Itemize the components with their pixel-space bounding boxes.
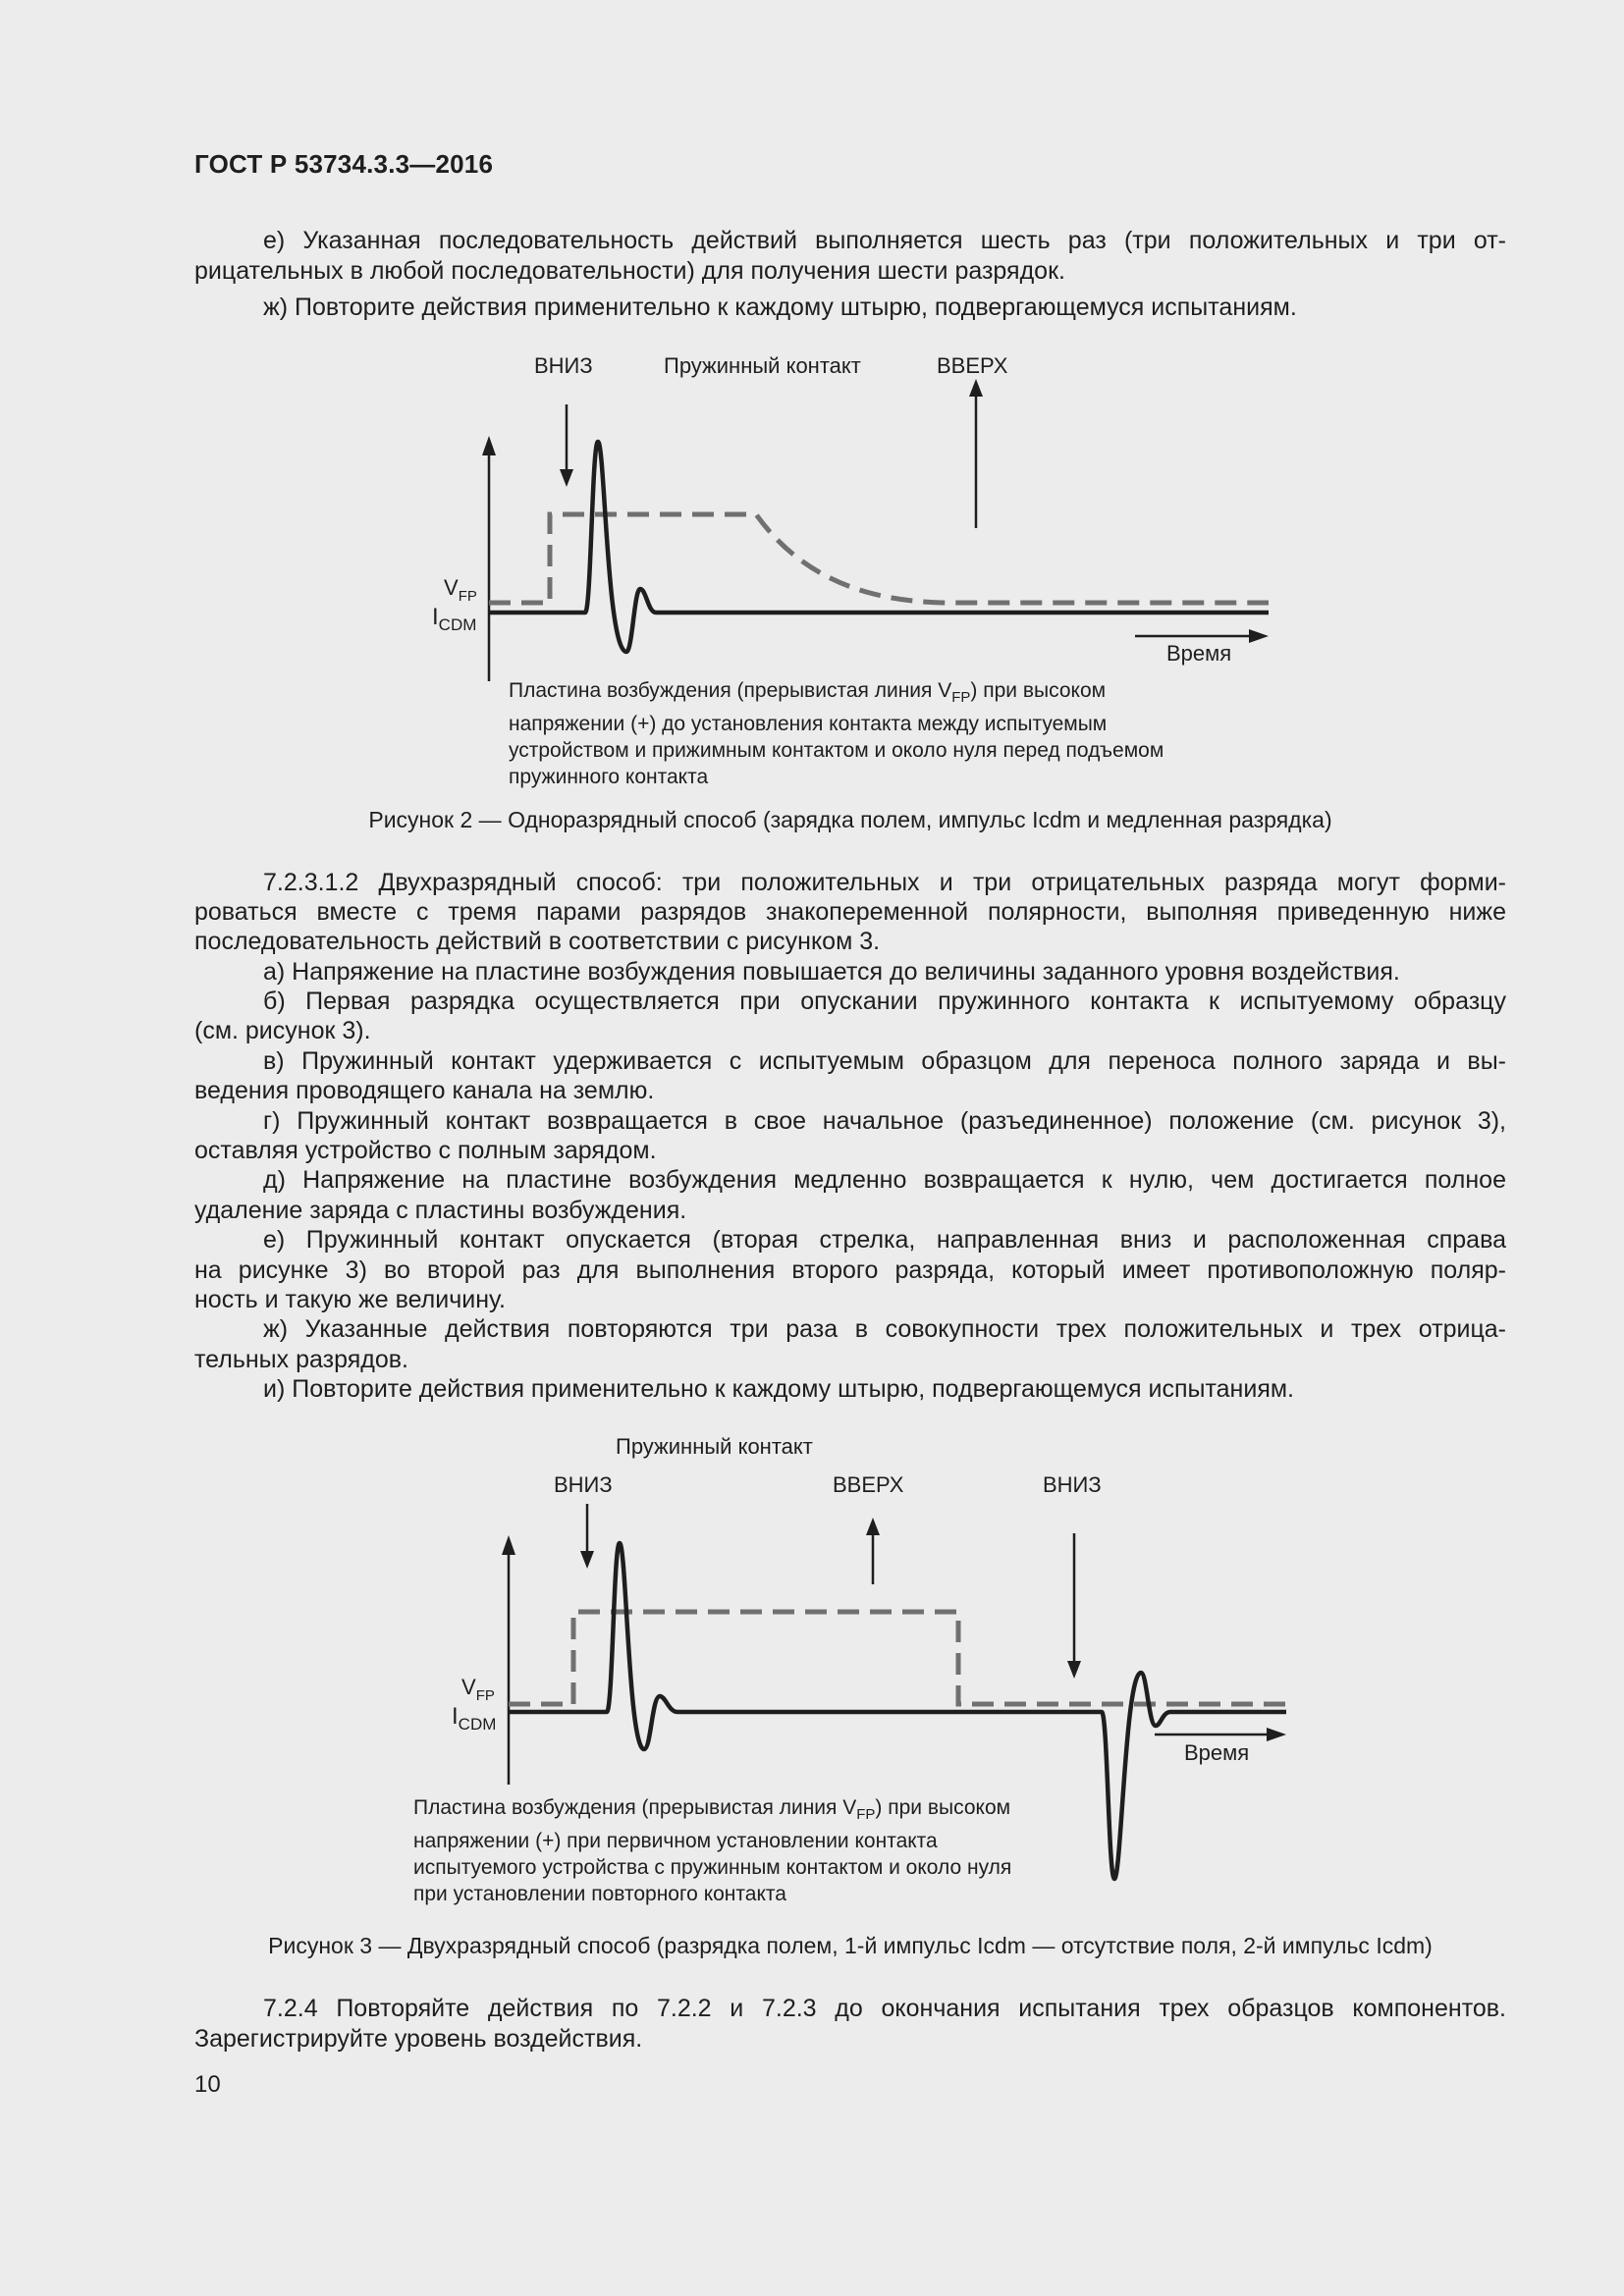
fig2-note-line4: пружинного контакта (509, 766, 709, 789)
fig2-label-spring: Пружинный контакт (664, 353, 861, 378)
section-item-g-line2: оставляя устройство с полным зарядом. (194, 1137, 657, 1164)
intro-item-e-line1: е) Указанная последовательность действий выполняется шесть раз (три положительных и три от- (263, 227, 1506, 254)
fig2-label-vfp: $V_{FP}$ (444, 575, 477, 605)
fig2-label-time: Время (1166, 641, 1232, 666)
fig3-down-arrowhead-1 (580, 1551, 594, 1569)
fig2-up-arrowhead (969, 379, 983, 397)
section-p1-line2: роваться вместе с тремя парами разрядов знакопеременной полярности, выполняя приведенную ниже (194, 898, 1506, 926)
section-item-d-line2: удаление заряда с пластины возбуждения. (194, 1197, 687, 1224)
section-item-zh-line2: тельных разрядов. (194, 1346, 408, 1373)
figure-2-caption: Рисунок 2 — Одноразрядный способ (зарядка полем, импульс Icdm и медленная разрядка) (368, 807, 1332, 832)
fig3-time-arrowhead (1267, 1728, 1286, 1741)
section-item-a: а) Напряжение на пластине возбуждения повышается до величины заданного уровня воздействия. (263, 958, 1400, 986)
fig2-note-line2: напряжении (+) до установления контакта между испытуемым (509, 713, 1108, 736)
intro-item-e-line2: рицательных в любой последовательности) для получения шести разрядок. (194, 257, 1065, 285)
section-item-g-line1: г) Пружинный контакт возвращается в свое начальное (разъединенное) положение (см. рисунок 3), (263, 1107, 1506, 1135)
final-line2: Зарегистрируйте уровень воздействия. (194, 2025, 643, 2053)
fig3-label-vfp: $V_{FP}$ (461, 1675, 495, 1704)
section-item-v-line2: ведения проводящего канала на землю. (194, 1077, 655, 1104)
section-item-e-line1: е) Пружинный контакт опускается (вторая стрелка, направленная вниз и расположенная справа (263, 1226, 1506, 1254)
figure-3-caption: Рисунок 3 — Двухразрядный способ (разрядка полем, 1-й импульс Icdm — отсутствие поля, 2-й импульс Icdm) (268, 1933, 1433, 1958)
fig3-y-axis-arrowhead (502, 1535, 515, 1555)
section-item-b-line2: (см. рисунок 3). (194, 1017, 371, 1044)
section-p1-line1: 7.2.3.1.2 Двухразрядный способ: три положительных и три отрицательных разряда могут форми- (263, 869, 1506, 896)
fig2-label-down: ВНИЗ (534, 353, 593, 378)
section-item-zh-line1: ж) Указанные действия повторяются три раза в совокупности трех положительных и трех отрица- (263, 1315, 1506, 1343)
fig3-note-line2: напряжении (+) при первичном установлении контакта (413, 1830, 938, 1853)
fig2-label-up: ВВЕРХ (937, 353, 1008, 378)
section-item-e-line2: на рисунке 3) во второй раз для выполнения второго разряда, который имеет противоположную поляр- (194, 1256, 1506, 1284)
fig2-note-line3: устройством и прижимным контактом и около нуля перед подъемом (509, 739, 1164, 763)
fig3-note (413, 1794, 1011, 1907)
fig3-label-down1: ВНИЗ (554, 1472, 613, 1497)
section-item-v-line1: в) Пружинный контакт удерживается с испытуемым образцом для переноса полного заряда и вы- (263, 1047, 1506, 1075)
page-number: 10 (194, 2071, 221, 2098)
fig2-note-line1: Пластина возбуждения (прерывистая линия $V_{FP}$) при высоком (509, 679, 1107, 707)
fig2-note (509, 677, 1164, 790)
fig3-label-icdm: $I_{CDM}$ (452, 1703, 497, 1734)
section-item-i: и) Повторите действия применительно к каждому штырю, подвергающемуся испытаниям. (263, 1375, 1294, 1403)
fig3-label-up: ВВЕРХ (833, 1472, 904, 1497)
fig3-note-line3: испытуемого устройства с пружинным контактом и около нуля (413, 1856, 1012, 1880)
fig2-icdm-pulse-line (489, 442, 1269, 652)
fig2-label-icdm: $I_{CDM}$ (432, 604, 477, 634)
fig3-label-spring: Пружинный контакт (616, 1434, 813, 1459)
section-item-d-line1: д) Напряжение на пластине возбуждения медленно возвращается к нулю, чем достигается полное (263, 1166, 1506, 1194)
fig2-down-arrowhead (560, 469, 573, 487)
fig2-time-arrowhead (1249, 629, 1269, 643)
fig3-label-time: Время (1184, 1740, 1250, 1765)
fig3-label-down2: ВНИЗ (1043, 1472, 1102, 1497)
intro-item-zh: ж) Повторите действия применительно к каждому штырю, подвергающемуся испытаниям. (263, 294, 1297, 321)
final-line1: 7.2.4 Повторяйте действия по 7.2.2 и 7.2.3 до окончания испытания трех образцов компонентов. (263, 1995, 1506, 2022)
document-header: ГОСТ Р 53734.3.3—2016 (194, 149, 494, 179)
fig3-note-line4: при установлении повторного контакта (413, 1883, 786, 1906)
section-p1-line3: последовательность действий в соответствии с рисунком 3. (194, 928, 881, 955)
fig3-note-line1: Пластина возбуждения (прерывистая линия $V_{FP}$) при высоком (413, 1796, 1011, 1824)
fig3-down-arrowhead-2 (1067, 1661, 1081, 1679)
section-item-b-line1: б) Первая разрядка осуществляется при опускании пружинного контакта к испытуемому образцу (263, 988, 1506, 1015)
section-item-e-line3: ность и такую же величину. (194, 1286, 506, 1313)
fig3-up-arrowhead (866, 1518, 880, 1535)
fig2-y-axis-arrowhead (482, 436, 496, 455)
